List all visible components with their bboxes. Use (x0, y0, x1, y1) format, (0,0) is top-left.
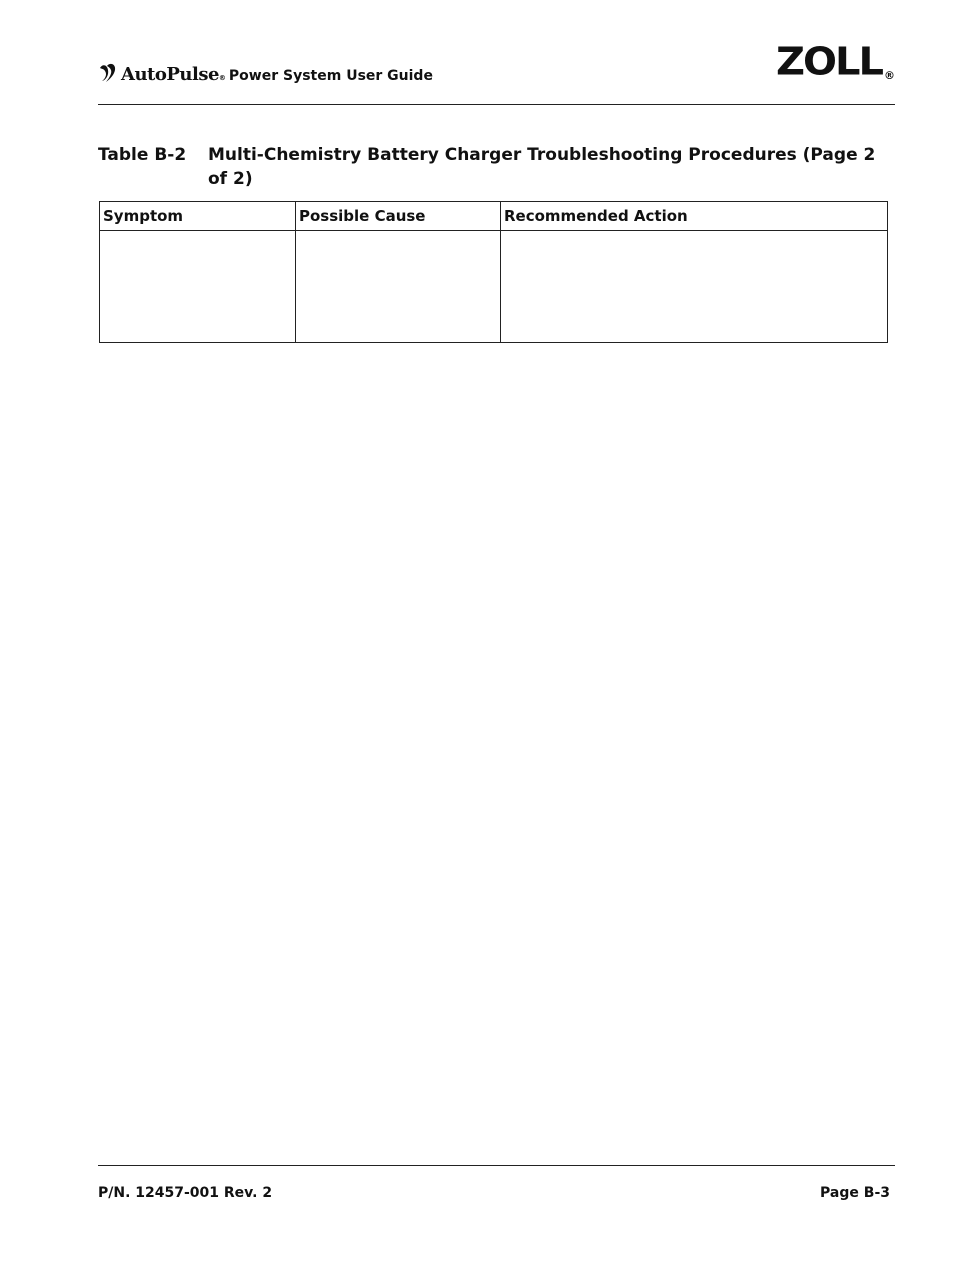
column-header-possible-cause: Possible Cause (296, 202, 501, 231)
footer-page-number: Page B-3 (820, 1185, 890, 1201)
troubleshooting-table (99, 201, 888, 343)
guide-title: Power System User Guide (228, 68, 433, 84)
table-caption-label: Table B-2 (98, 145, 187, 165)
table-cell-symptom (100, 231, 296, 343)
footer-part-number: P/N. 12457-001 Rev. 2 (98, 1185, 273, 1201)
table-cell-possible-cause (296, 231, 501, 343)
zoll-registered-mark: ® (884, 69, 895, 82)
zoll-logo (776, 42, 895, 82)
header-divider (98, 104, 895, 105)
page-header (98, 40, 895, 92)
column-header-symptom: Symptom (100, 202, 296, 231)
header-brand (98, 58, 433, 85)
autopulse-logo-icon (98, 62, 120, 84)
footer-divider (98, 1165, 895, 1166)
zoll-logo-text: ZOLL (776, 40, 882, 84)
column-header-recommended-action: Recommended Action (501, 202, 888, 231)
table-header-row (100, 202, 888, 231)
table-caption-text: Multi-Chemistry Battery Charger Troubleshooting Procedures (Page 2 of 2) (208, 145, 876, 189)
table-cell-recommended-action (501, 231, 888, 343)
brand-name: AutoPulse (121, 64, 219, 85)
brand-registered-mark: ® (218, 74, 226, 82)
table-row (100, 231, 888, 343)
